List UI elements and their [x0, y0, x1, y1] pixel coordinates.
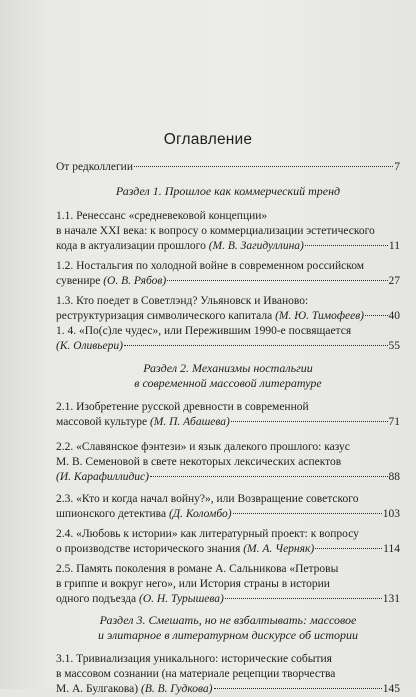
toc-entry-line: 2.5. Память поколения в романе А. Сальникова «Петровы	[56, 563, 339, 575]
toc-entry-text	[56, 542, 314, 557]
toc-entry-text	[56, 507, 232, 522]
toc-entry-title: о производстве исторического знания	[56, 543, 241, 555]
toc-entry	[56, 309, 400, 324]
toc-entry-title: От редколлегии	[56, 161, 133, 173]
toc-entry-text	[56, 239, 304, 254]
page-number: 114	[383, 543, 400, 555]
dot-leader	[231, 421, 388, 422]
toc-entry-author: (М. В. Загидуллина)	[208, 240, 304, 252]
section-heading: в современной массовой литературе	[134, 376, 322, 390]
toc-entry-title: М. А. Булгакова)	[56, 683, 139, 695]
page-number: 145	[382, 683, 400, 695]
toc-entry-line: 1.3. Кто поедет в Советлэнд? Ульяновск и Иваново:	[56, 295, 309, 307]
toc-entry-line: 1. 4. «По(с)ле чудес», или Пережившим 1990-е посвящается	[56, 325, 352, 337]
toc-entry-author: (К. Оливьери)	[56, 340, 123, 352]
toc-entry-line: М. В. Семеновой в свете некоторых лексических аспектов	[56, 456, 342, 468]
toc-entry-title: сувенире	[56, 275, 101, 287]
toc-entry-line: 1.2. Ностальгия по холодной войне в современном российском	[56, 260, 365, 272]
dot-leader	[315, 548, 382, 549]
toc-entry-text	[56, 592, 224, 607]
toc-entry-title: массовой культуре	[56, 416, 148, 428]
toc-entry-text	[56, 470, 149, 485]
dot-leader	[233, 513, 382, 514]
toc-entry-author: (М. Ю. Тимофеев)	[275, 310, 365, 322]
toc-entry	[56, 274, 400, 289]
page-number: 27	[388, 275, 400, 287]
section-heading: Раздел 1. Прошлое как коммерческий тренд	[115, 184, 341, 198]
toc-entry	[56, 592, 400, 607]
toc-entry-text	[56, 339, 123, 354]
toc-entry	[56, 682, 400, 697]
toc-entry	[56, 239, 400, 254]
toc-entry-line: 2.2. «Славянское фэнтези» и язык далекого прошлого: казус	[56, 441, 350, 453]
toc-entry-title: кода в актуализации прошлого	[56, 240, 206, 252]
page-number: 40	[388, 310, 400, 322]
page-number: 71	[388, 416, 400, 428]
dot-leader	[167, 280, 387, 281]
toc-entry-text	[56, 274, 166, 289]
page-number: 103	[382, 508, 400, 520]
toc-entry-author: (О. В. Рябов)	[103, 275, 167, 287]
toc-entry-line: 2.4. «Любовь к истории» как литературный проект: к вопросу	[56, 528, 359, 540]
section-heading: и элитарное в литературном дискурсе об истории	[98, 628, 358, 642]
toc-entry-line: 3.1. Тривиализация уникального: исторические события	[56, 653, 332, 665]
toc-entry-author: (М. А. Черняк)	[243, 543, 315, 555]
toc-entry-title: шпионского детектива	[56, 508, 167, 520]
toc-entry	[56, 542, 400, 557]
toc-entry-title: одного подъезда	[56, 593, 137, 605]
toc-entry-line: в гриппе и вокруг него», или История страны в истории	[56, 578, 330, 590]
toc-entry-title: реструктуризация символического капитала	[56, 310, 273, 322]
dot-leader	[365, 315, 387, 316]
toc-entry-author: (О. Н. Турышева)	[139, 593, 224, 605]
toc-entry-text	[56, 682, 213, 697]
section-heading: Раздел 2. Механизмы ностальгии	[143, 361, 313, 375]
dot-leader	[124, 345, 388, 346]
page-number: 131	[382, 593, 400, 605]
toc-entry-line: в начале XXI века: к вопросу о коммерциализации эстетического	[56, 225, 375, 237]
toc-entry-line: в массовом сознании (на материале рецепции творчества	[56, 668, 336, 680]
toc-entry-author: (В. В. Гудкова)	[141, 683, 213, 695]
toc-entry-author: (М. П. Абашева)	[149, 416, 230, 428]
dot-leader	[225, 598, 382, 599]
dot-leader	[134, 166, 393, 167]
toc-entry	[56, 339, 400, 354]
toc-entry-line: 1.1. Ренессанс «средневековой концепции»	[56, 210, 268, 222]
toc-entry	[56, 470, 400, 485]
toc-entry	[56, 507, 400, 522]
page-number: 7	[394, 161, 400, 173]
page-title: Оглавление	[163, 131, 253, 148]
toc-entry-text	[56, 415, 230, 430]
toc-entry	[56, 160, 400, 175]
toc-entry-author: (Д. Коломбо)	[168, 508, 232, 520]
section-heading: Раздел 3. Смешать, но не взбалтывать: массовое	[99, 613, 357, 627]
toc-entry	[56, 415, 400, 430]
page-number: 11	[388, 240, 400, 252]
toc-entry-line: 2.1. Изобретение русской древности в современной	[56, 401, 309, 413]
toc-entry-line: 2.3. «Кто и когда начал войну?», или Возвращение советского	[56, 493, 359, 505]
toc-entry-text	[56, 160, 133, 175]
toc-entry-author: (И. Карафиллидис)	[56, 471, 149, 483]
dot-leader	[305, 245, 388, 246]
dot-leader	[150, 476, 388, 477]
page-number: 55	[388, 340, 400, 352]
toc-entry-text	[56, 309, 364, 324]
page-number: 88	[388, 471, 400, 483]
